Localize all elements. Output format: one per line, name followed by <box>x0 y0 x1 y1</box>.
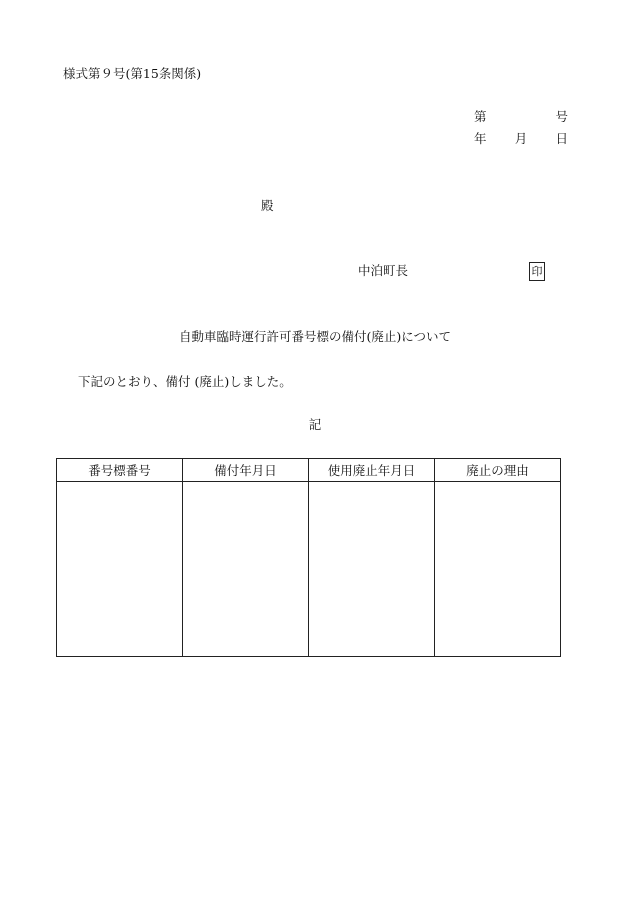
header-installation-date: 備付年月日 <box>183 459 309 482</box>
seal-mark: 印 <box>529 262 545 281</box>
cell-installation-date[interactable] <box>183 482 309 657</box>
body-text: 下記のとおり、備付 (廃止)しました。 <box>78 374 292 389</box>
ki-heading: 記 <box>308 417 322 432</box>
date-day: 日 <box>555 131 568 146</box>
doc-number-prefix: 第 <box>474 109 487 124</box>
form-number: 様式第９号(第15条関係) <box>63 66 202 81</box>
table-header-row <box>57 459 561 482</box>
records-table <box>56 458 561 657</box>
header-plate-number: 番号標番号 <box>57 459 183 482</box>
date-month: 月 <box>514 131 528 146</box>
cell-abolition-date[interactable] <box>309 482 435 657</box>
document-subject: 自動車臨時運行許可番号標の備付(廃止)について <box>178 329 451 344</box>
cell-plate-number[interactable] <box>57 482 183 657</box>
issuer-name: 中泊町長 <box>358 263 409 278</box>
date-year: 年 <box>474 131 487 146</box>
header-abolition-reason: 廃止の理由 <box>435 459 561 482</box>
table-row <box>57 482 561 657</box>
cell-abolition-reason[interactable] <box>435 482 561 657</box>
header-abolition-date: 使用廃止年月日 <box>309 459 435 482</box>
date-line <box>474 133 568 146</box>
addressee-suffix: 殿 <box>261 198 274 213</box>
document-number-line <box>474 111 568 124</box>
doc-number-suffix: 号 <box>555 109 568 124</box>
